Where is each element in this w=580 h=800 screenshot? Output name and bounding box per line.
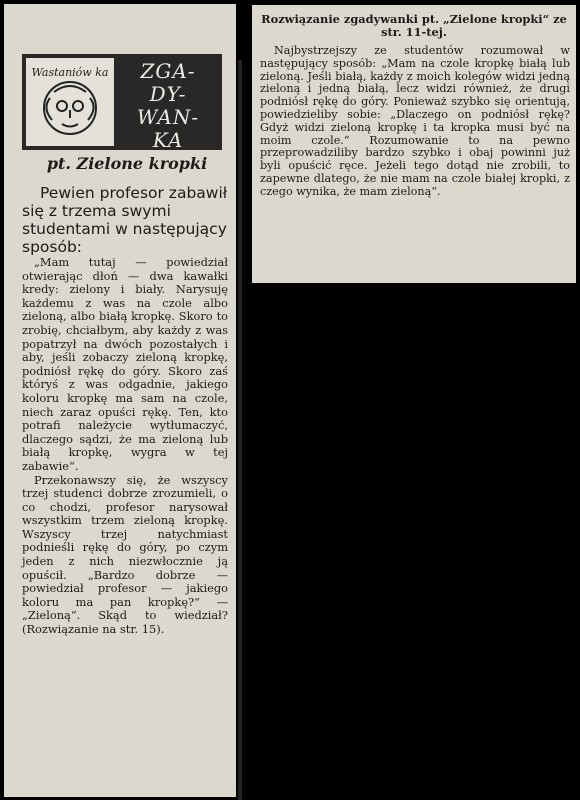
masthead (22, 54, 222, 150)
puzzle-text (22, 184, 228, 637)
title-line: KA (152, 128, 184, 152)
title-line: DY- (149, 82, 187, 106)
puzzle-column (4, 4, 236, 797)
title-line: ZGA- (140, 59, 196, 83)
lede-paragraph: Pewien profesor zabawił się z trzema swymi studentami w następujący sposób: (22, 184, 228, 256)
body-paragraph: Najbystrzejszy ze studentów rozumował w następujący sposób: „Mam na czole kropkę białą lub zieloną. Jeśli białą, każdy z moich kolegów widzi jedną zieloną i jedną białą, lecz widzi również, że drugi podniósł rękę do góry. Ponieważ szybko się orientują, powiedzieliby sobie: „Dlaczego on podniósł rękę? Gdyż widzi zieloną kropkę i ta kropka musi być na moim czole.“ Rozumowanie to na pewno przeprowadziliby bardzo szybko i obaj powinni już byli opuścić ręce. Jeżeli tego dotąd nie zrobili, to zapewne dlatego, że nie mam na czole białej kropki, z czego wynika, że mam zieloną“. (260, 44, 570, 198)
column-title (118, 60, 218, 152)
thinking-face-illustration (26, 58, 114, 146)
title-line: WAN- (136, 105, 200, 129)
puzzle-subtitle: pt. Zielone kropki (46, 154, 208, 173)
body-paragraph: „Mam tutaj — powiedział otwierając dłoń — dwa kawałki kredy: zielony i biały. Narysuję każdemu z was na czole albo zieloną, albo białą kropkę. Skoro to zrobię, chciałbym, aby każdy z was popatrzył na dwóch pozostałych i aby, jeśli zobaczy zieloną kropkę, podniósł rękę do góry. Skoro zaś któryś z was odgadnie, jakiego koloru kropkę ma sam na czole, niech zaraz opuści rękę. Ten, kto potrafi należycie wytłumaczyć, dlaczego sądzi, że ma zieloną lub białą kropkę, wygra w tej zabawie“. (22, 255, 228, 473)
column-divider (238, 60, 242, 800)
solution-heading: Rozwiązanie zgadywanki pt. „Zielone kropki“ ze str. 11-tej. (261, 12, 567, 39)
solution-column (252, 5, 576, 283)
badge-lettering: Wastaniów ka (31, 66, 109, 79)
body-paragraph: Przekonawszy się, że wszyscy trzej studenci dobrze zrozumieli, o co chodzi, profesor narysował wszystkim trzem zieloną kropkę. Wszyscy trzej natychmiast podnieśli rękę do góry, po czym jeden z nich niezwłocznie ją opuścił. „Bardzo dobrze — powiedział profesor — jakiego koloru ma pan kropkę?“ — „Zieloną“. Skąd to wiedział? (Rozwiązanie na str. 15). (22, 472, 228, 637)
solution-text (260, 45, 570, 199)
